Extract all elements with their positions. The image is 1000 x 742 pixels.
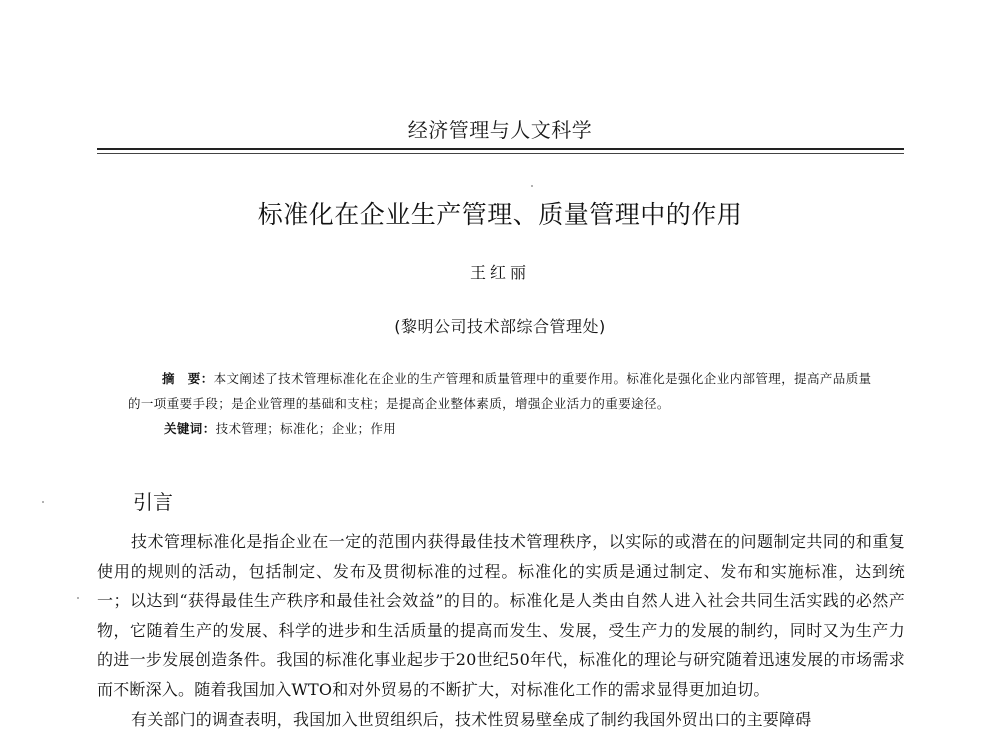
scan-speck xyxy=(77,597,79,599)
body-text xyxy=(97,527,905,734)
scan-speck xyxy=(531,185,533,187)
scan-speck xyxy=(42,501,44,503)
keywords-line xyxy=(128,416,872,441)
abstract-label: 摘 要： xyxy=(162,371,214,386)
abstract-paragraph xyxy=(128,366,872,416)
header-rule-thick xyxy=(97,148,904,150)
abstract-block xyxy=(128,366,872,441)
body-paragraph-2: 有关部门的调查表明，我国加入世贸组织后，技术性贸易壁垒成了制约我国外贸出口的主要障碍 xyxy=(131,709,812,729)
author-affiliation: (黎明公司技术部综合管理处) xyxy=(394,317,606,336)
abstract-text: 本文阐述了技术管理标准化在企业的生产管理和质量管理中的重要作用。标准化是强化企业内部管理，提高产品质量的一项重要手段；是企业管理的基础和支柱；是提高企业整体素质，增强企业活力的重要途径。 xyxy=(128,371,872,411)
article-title: 标准化在企业生产管理、质量管理中的作用 xyxy=(257,200,743,229)
section-heading: 引言 xyxy=(133,490,173,514)
keywords-text: 技术管理；标准化；企业；作用 xyxy=(215,421,397,436)
body-paragraph-1: 技术管理标准化是指企业在一定的范围内获得最佳技术管理秩序，以实际的或潜在的问题制定共同的和重复使用的规则的活动，包括制定、发布及贯彻标准的过程。标准化的实质是通过制定、发布和实施标准，达到统一；以达到“获得最佳生产秩序和最佳社会效益”的目的。标准化是人类由自然人进入社会共同生活实践的必然产物，它随着生产的发展、科学的进步和生活质量的提高而发生、发展，受生产力的发展的制约，同时又为生产力的进一步发展创造条件。我国的标准化事业起步于20世纪50年代，标准化的理论与研究随着迅速发展的市场需求而不断深入。随着我国加入WTO和对外贸易的不断扩大，对标准化工作的需求显得更加迫切。 xyxy=(97,532,905,699)
header-rule-thin xyxy=(97,153,904,154)
article-author: 王红丽 xyxy=(469,263,530,282)
keywords-label: 关键词： xyxy=(164,421,216,436)
journal-section-header: 经济管理与人文科学 xyxy=(407,118,593,142)
